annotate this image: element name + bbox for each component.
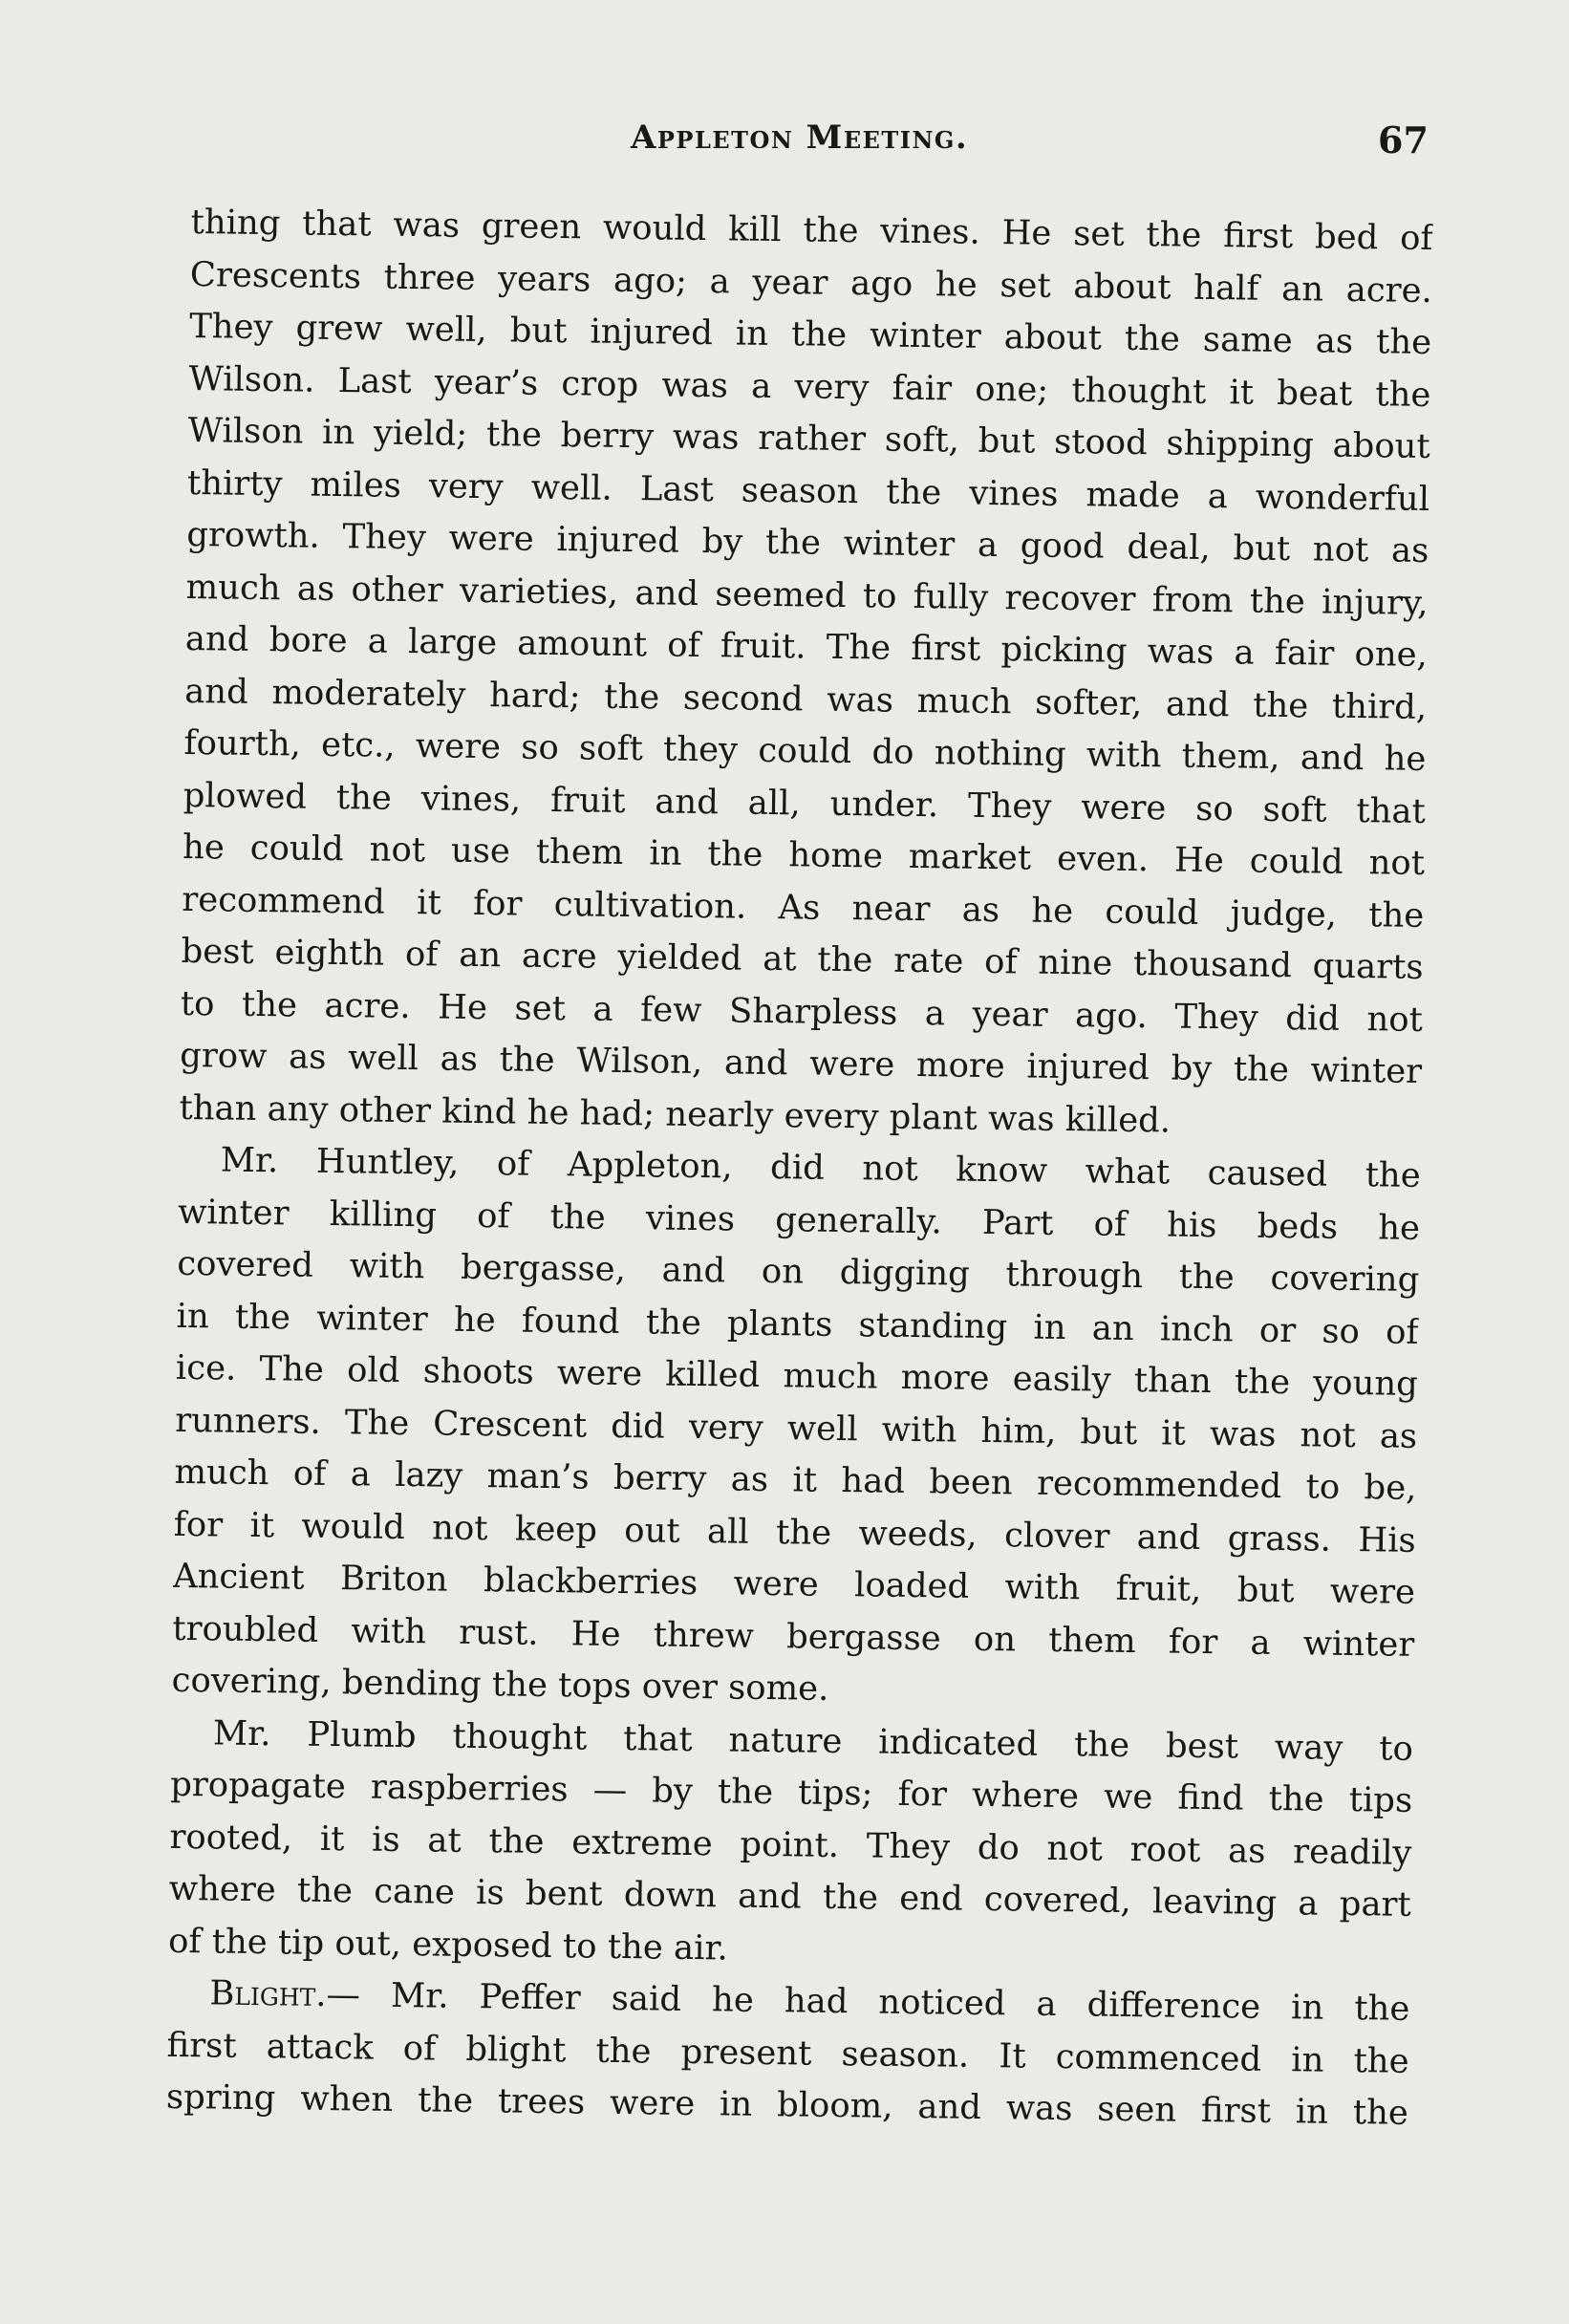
text-line: Mr. Plumb thought that nature indicated the best way to <box>212 1712 1414 1769</box>
text-line: of the tip out, exposed to the air. <box>167 1921 729 1969</box>
text-line-fragment: Mr. Peffer said he had noticed a difference in the <box>390 1975 1410 2029</box>
text-line: to the acre. He set a few Sharpless a year ago. They did not <box>180 983 1424 1040</box>
text-line: rooted, it is at the extreme point. They do not root as readily <box>169 1817 1412 1873</box>
text-line: spring when the trees were in bloom, and was seen first in the <box>165 2077 1409 2133</box>
text-line: much of a lazy man’s berry as it had been recommended to be, <box>174 1452 1417 1508</box>
text-line: They grew well, but injured in the winter about the same as the <box>188 306 1432 363</box>
text-line: Ancient Briton blackberries were loaded with fruit, but were <box>172 1556 1416 1612</box>
text-line: and bore a large amount of fruit. The first picking was a fair one, <box>184 618 1429 675</box>
text-line: in the winter he found the plants standing in an inch or so of <box>176 1296 1419 1352</box>
text-line: troubled with rust. He threw bergasse on them for a winter <box>172 1608 1415 1665</box>
text-line: fourth, etc., were so soft they could do nothing with them, and he <box>183 722 1427 779</box>
text-line: thirty miles very well. Last season the vines made a wonderful <box>186 463 1430 519</box>
section-heading: Blight.— <box>209 1973 361 2015</box>
text-line: for it would not keep out all the weeds, clover and grass. His <box>173 1504 1416 1560</box>
text-line: best eighth of an acre yielded at the rate of nine thousand quarts <box>181 931 1424 987</box>
running-head <box>0 113 1569 170</box>
text-line: covering, bending the tops over some. <box>171 1660 829 1709</box>
text-line: recommend it for cultivation. As near as he could judge, the <box>182 879 1425 936</box>
text-line: winter killing of the vines generally. Part of his beds he <box>177 1192 1421 1248</box>
text-line: where the cane is bent down and the end covered, leaving a part <box>168 1868 1411 1925</box>
page-number: 67 <box>1378 118 1429 161</box>
text-line: growth. They were injured by the winter a good deal, but not as <box>186 514 1429 570</box>
text-line: plowed the vines, fruit and all, under. They were so soft that <box>183 775 1426 831</box>
text-line: Wilson. Last year’s crop was a very fair one; thought it beat the <box>188 358 1431 415</box>
text-line: much as other varieties, and seemed to fully recover from the injury, <box>185 567 1429 623</box>
text-line: covered with bergasse, and on digging through the covering <box>177 1243 1420 1300</box>
text-line: first attack of blight the present season. It commenced in the <box>166 2025 1409 2081</box>
text-line: grow as well as the Wilson, and were more injured by the winter <box>179 1035 1423 1091</box>
text-line: ice. The old shoots were killed much more easily than the young <box>175 1347 1419 1404</box>
text-line: and moderately hard; the second was much softer, and the third, <box>183 671 1428 727</box>
text-line: Wilson in yield; the berry was rather soft, but stood shipping about <box>187 410 1430 466</box>
text-line: he could not use them in the home market even. He could not <box>182 827 1426 883</box>
text-line: thing that was green would kill the vines. He set the first bed of <box>190 202 1433 259</box>
text-line: Crescents three years ago; a year ago he set about half an acre. <box>189 254 1433 311</box>
body-text <box>164 197 1433 2229</box>
text-line: propagate raspberries — by the tips; for where we find the tips <box>169 1764 1413 1820</box>
text-line: Mr. Huntley, of Appleton, did not know what caused the <box>220 1140 1421 1195</box>
text-line: than any other kind he had; nearly every plant was killed. <box>179 1087 1171 1140</box>
text-line: runners. The Crescent did very well with him, but it was not as <box>174 1400 1418 1456</box>
running-title: Appleton Meeting. <box>631 118 969 157</box>
